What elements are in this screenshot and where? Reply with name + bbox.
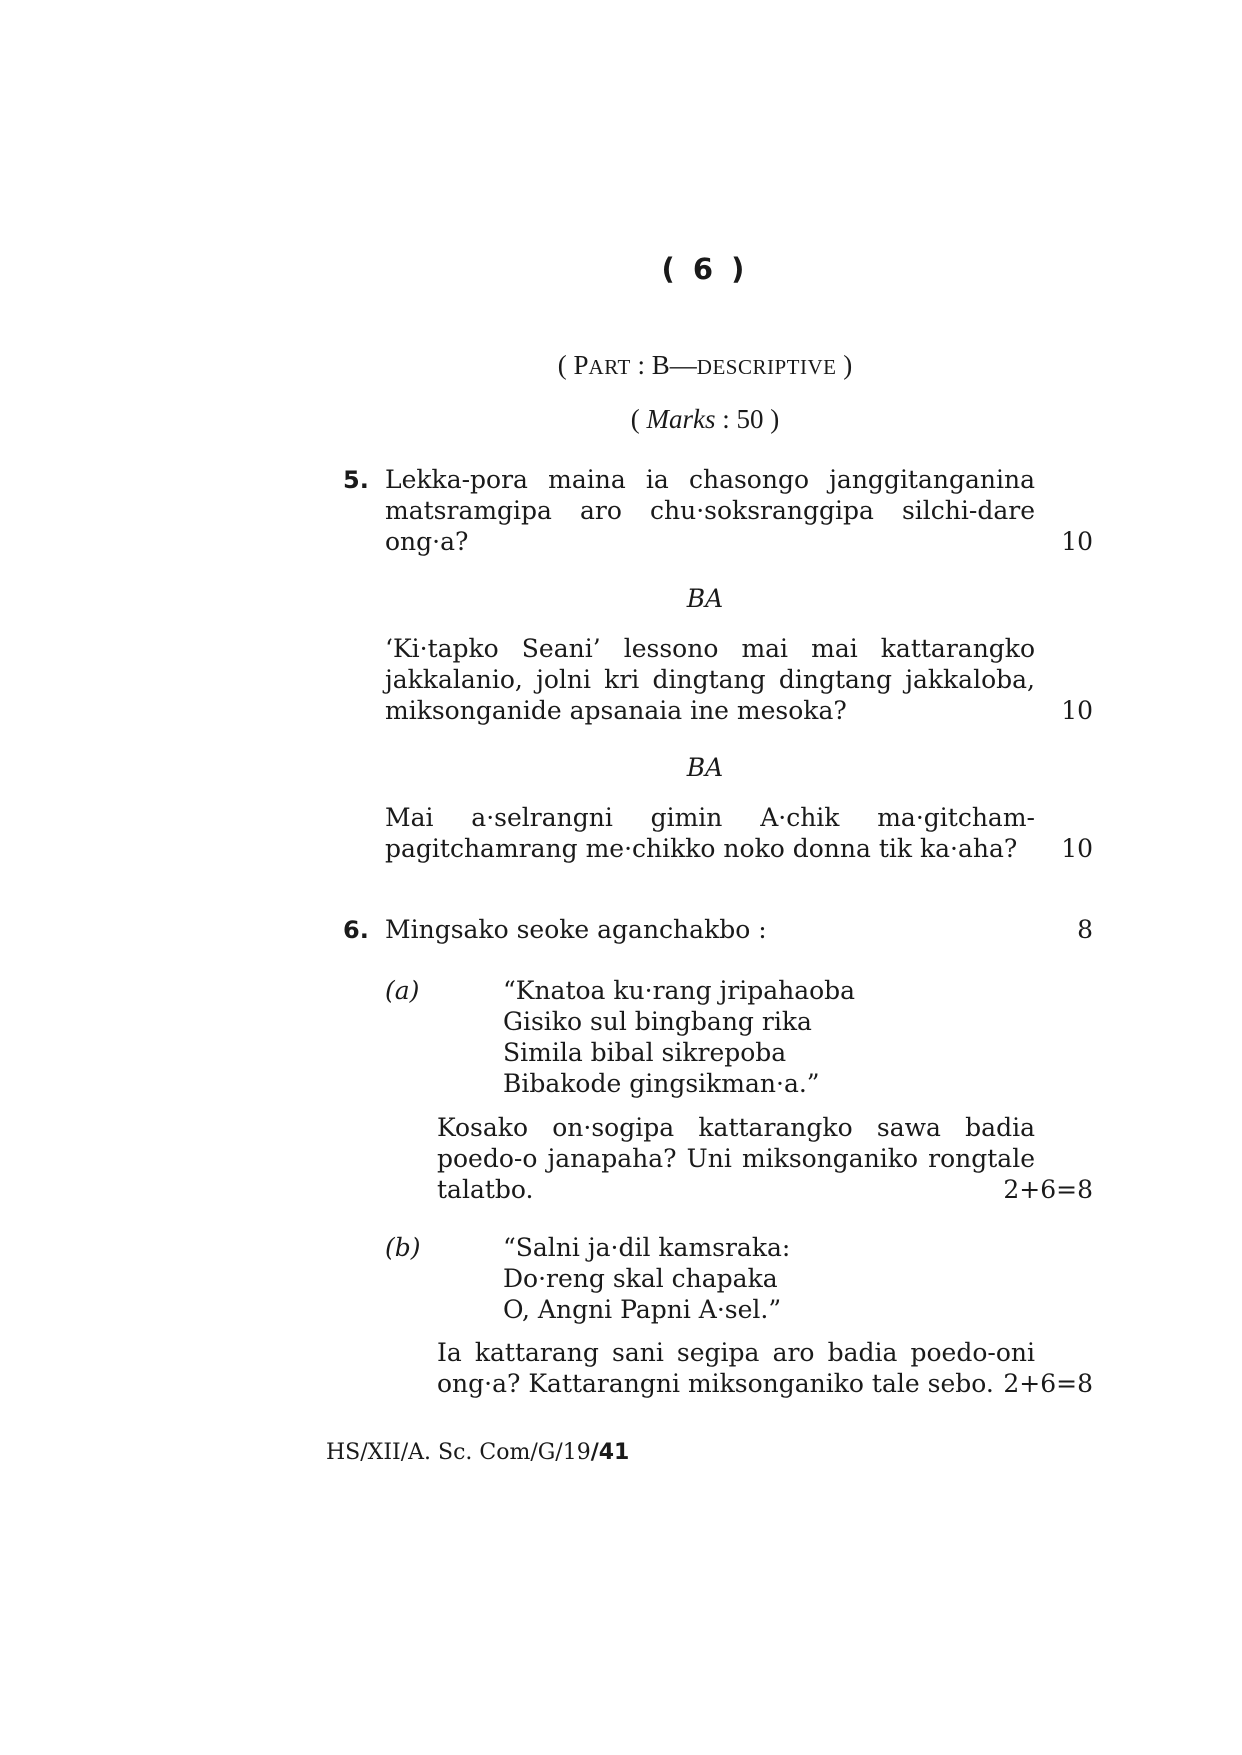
or-separator-2: BA (686, 753, 724, 782)
sub-question-b-mark: 2+6=8 (1003, 1369, 1093, 1398)
question-6-number: 6. (343, 916, 369, 944)
question-5-option-1: Lekka-pora maina ia chasongo janggitanganina matsramgipa aro chu·soksranggipa silchi-dare ong·a? (385, 465, 1035, 556)
question-5-option-1-mark: 10 (1061, 527, 1093, 556)
sub-question-a-poem: “Knatoa ku·rang jripahaoba Gisiko sul bingbang rika Simila bibal sikrepoba Bibakode gingsikman·a.” (503, 976, 856, 1098)
question-5-number: 5. (343, 466, 369, 494)
part-heading: ( PART : B—DESCRIPTIVE ) (557, 350, 853, 380)
page-number: ( 6 ) (661, 252, 749, 286)
marks-heading: ( Marks : 50 ) (630, 404, 780, 434)
sub-question-b-poem: “Salni ja·dil kamsraka: Do·reng skal chapaka O, Angni Papni A·sel.” (503, 1233, 791, 1324)
sub-question-b-text: Ia kattarang sani segipa aro badia poedo-oni ong·a? Kattarangni miksonganiko tale sebo. (437, 1338, 1035, 1398)
question-5-option-2-mark: 10 (1061, 696, 1093, 725)
sub-question-a-text: Kosako on·sogipa kattarangko sawa badia poedo-o janapaha? Uni miksonganiko rongtale talatbo. (437, 1113, 1035, 1204)
question-6-mark: 8 (1077, 915, 1093, 944)
sub-question-a-mark: 2+6=8 (1003, 1175, 1093, 1204)
sub-question-b-label: (b) (385, 1233, 421, 1262)
paper-code: HS/XII/A. Sc. Com/G/19/41 (326, 1440, 630, 1465)
question-5-option-3: Mai a·selrangni gimin A·chik ma·gitcham- pagitchamrang me·chikko noko donna tik ka·aha? (385, 803, 1035, 863)
question-5-option-2: ‘Ki·tapko Seani’ lessono mai mai kattarangko jakkalanio, jolni kri dingtang dingtang jakkaloba, miksonganide apsanaia ine mesoka? (385, 634, 1035, 725)
question-6-text: Mingsako seoke aganchakbo : (385, 915, 767, 944)
question-5-option-3-mark: 10 (1061, 834, 1093, 863)
or-separator-1: BA (686, 584, 724, 613)
sub-question-a-label: (a) (385, 976, 420, 1005)
